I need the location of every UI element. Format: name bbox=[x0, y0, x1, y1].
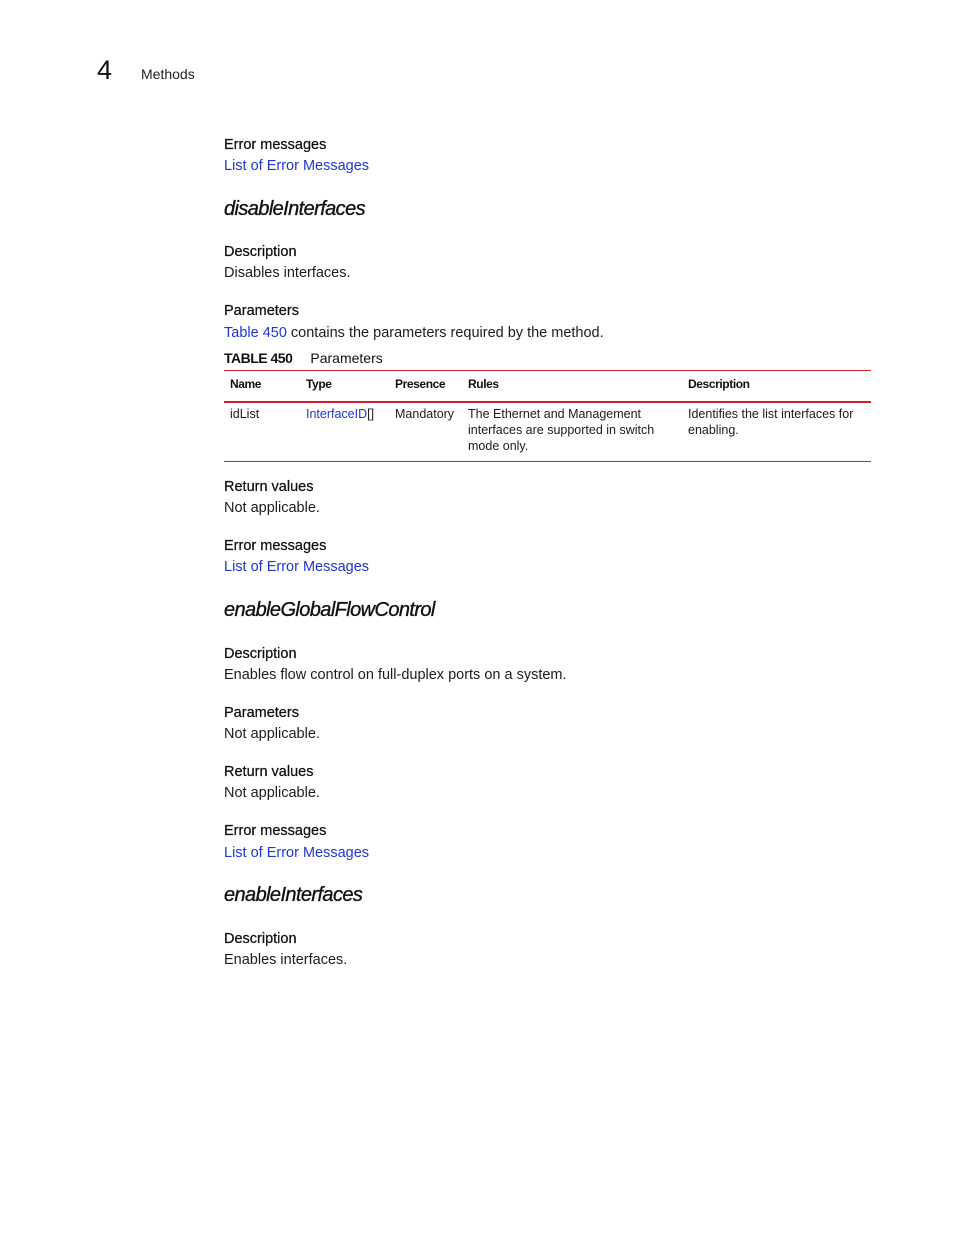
description-text: Enables flow control on full-duplex ports on a system. bbox=[224, 667, 567, 683]
return-values-text: Not applicable. bbox=[224, 500, 320, 516]
parameters-table bbox=[224, 370, 871, 462]
header-description: Description bbox=[682, 371, 871, 403]
header-name: Name bbox=[224, 371, 300, 403]
header-rules: Rules bbox=[462, 371, 682, 403]
rules-line: The Ethernet and Management bbox=[468, 407, 642, 421]
description-text: Enables interfaces. bbox=[224, 952, 348, 968]
parameters-text bbox=[224, 324, 604, 342]
header-presence: Presence bbox=[389, 371, 462, 403]
type-suffix: [] bbox=[367, 407, 375, 421]
error-messages-label: Error messages bbox=[224, 538, 327, 554]
error-messages-label: Error messages bbox=[224, 823, 327, 839]
cell-description bbox=[682, 402, 871, 462]
return-values-label: Return values bbox=[224, 764, 314, 780]
rules-line: mode only. bbox=[468, 439, 529, 453]
error-messages-link[interactable]: List of Error Messages bbox=[224, 559, 370, 575]
cell-name: idList bbox=[224, 402, 300, 462]
table-caption bbox=[224, 349, 383, 367]
error-messages-label: Error messages bbox=[224, 137, 327, 153]
method-title-disableinterfaces: disableInterfaces bbox=[224, 198, 366, 220]
cell-presence: Mandatory bbox=[389, 402, 462, 462]
description-label: Description bbox=[224, 931, 297, 947]
error-messages-link[interactable]: List of Error Messages bbox=[224, 845, 370, 861]
description-label: Description bbox=[224, 646, 297, 662]
header-type: Type bbox=[300, 371, 389, 403]
description-line: enabling. bbox=[688, 423, 739, 437]
table-header-row bbox=[224, 371, 871, 403]
description-label: Description bbox=[224, 244, 297, 260]
return-values-label: Return values bbox=[224, 479, 314, 495]
cell-type bbox=[300, 402, 389, 462]
table-450-link[interactable]: Table 450 bbox=[224, 325, 287, 341]
cell-rules bbox=[462, 402, 682, 462]
interfaceid-link[interactable]: InterfaceID bbox=[306, 407, 368, 421]
method-title-enableinterfaces: enableInterfaces bbox=[224, 884, 363, 906]
table-row bbox=[224, 402, 871, 462]
description-line: Identifies the list interfaces for bbox=[688, 407, 854, 421]
parameters-label: Parameters bbox=[224, 303, 299, 319]
parameters-sentence: contains the parameters required by the method. bbox=[286, 325, 604, 341]
description-text: Disables interfaces. bbox=[224, 265, 351, 281]
table-caption-title: Parameters bbox=[310, 350, 383, 366]
return-values-text: Not applicable. bbox=[224, 785, 320, 801]
chapter-title: Methods bbox=[141, 66, 195, 82]
parameters-label: Parameters bbox=[224, 705, 299, 721]
chapter-number: 4 bbox=[97, 55, 113, 85]
table-number: TABLE 450 bbox=[224, 350, 293, 366]
method-title-enableglobalflowcontrol: enableGlobalFlowControl bbox=[224, 599, 435, 621]
error-messages-link[interactable]: List of Error Messages bbox=[224, 158, 370, 174]
rules-line: interfaces are supported in switch bbox=[468, 423, 655, 437]
parameters-text: Not applicable. bbox=[224, 726, 320, 742]
